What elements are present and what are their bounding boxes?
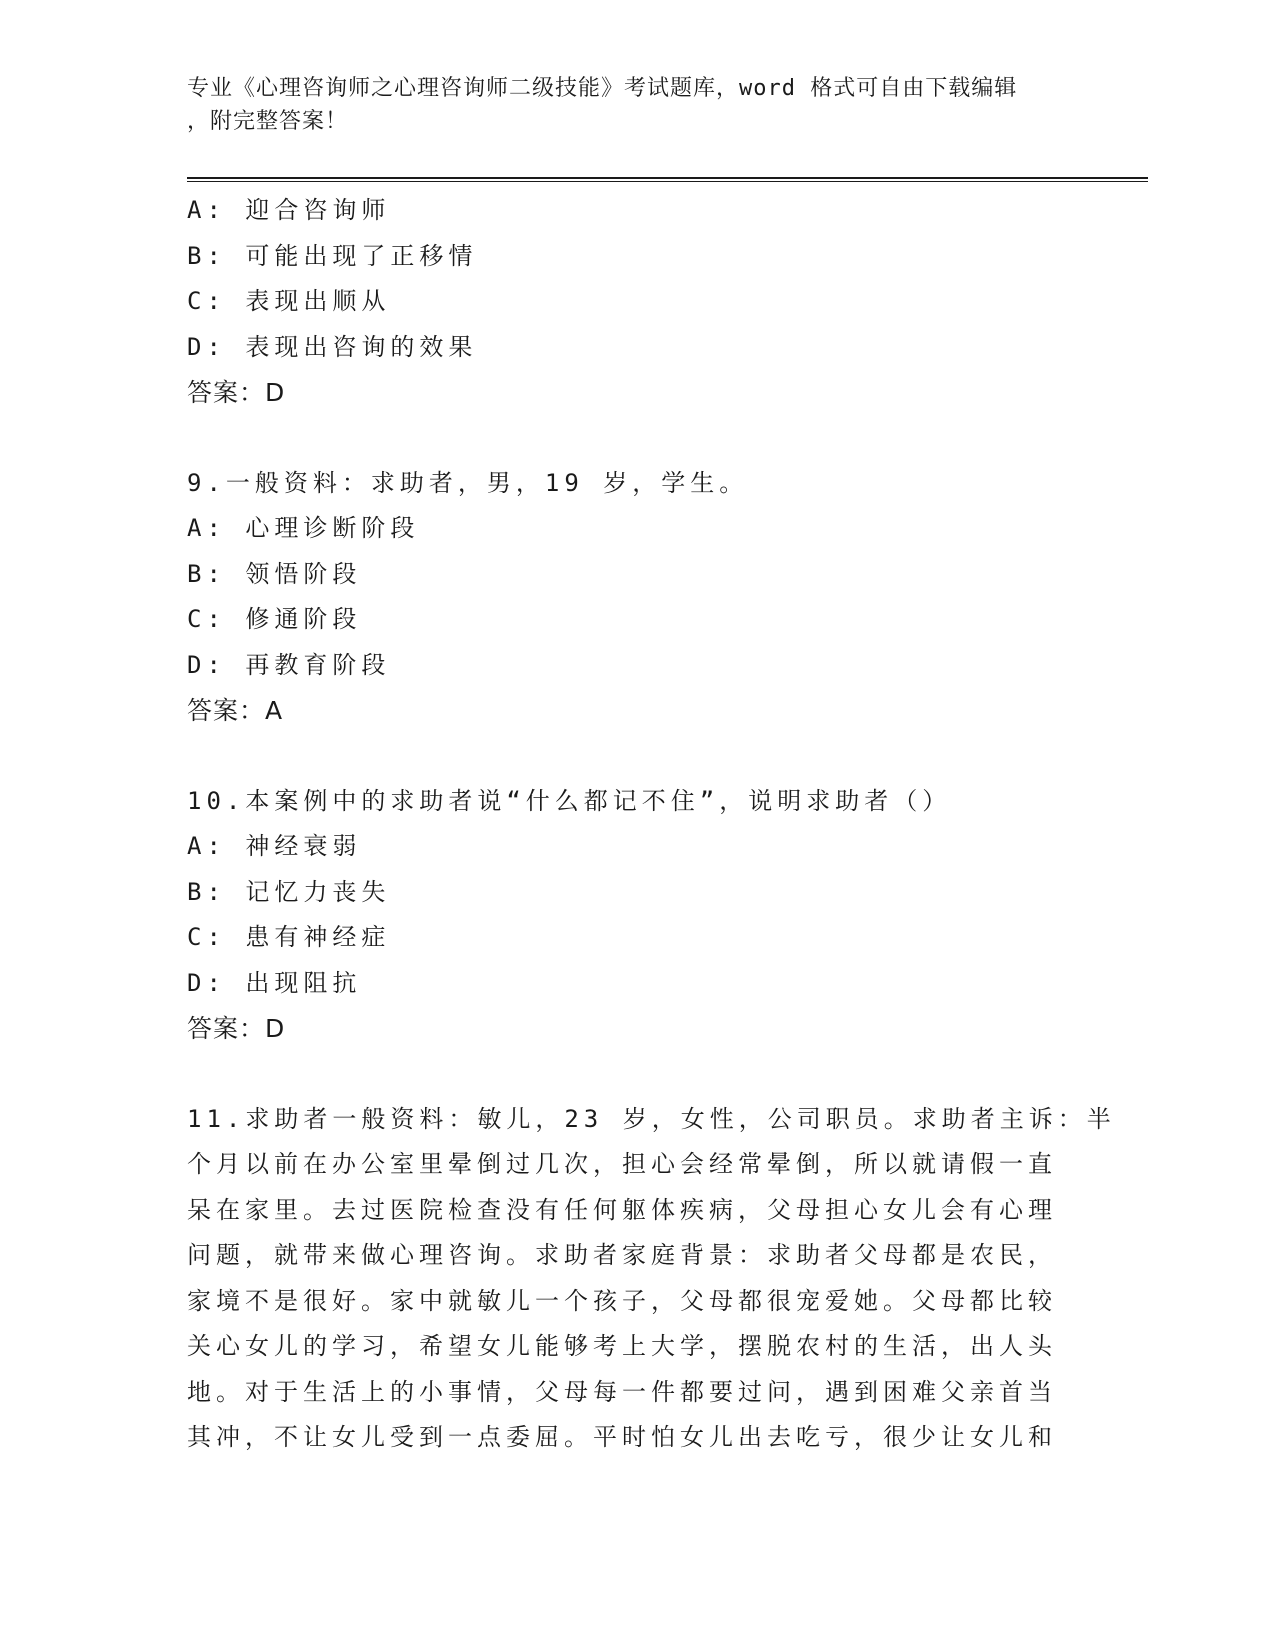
answer-label: 答案：D	[187, 1014, 286, 1043]
question-stem: 10.本案例中的求助者说“什么都记不住”，说明求助者（）	[187, 786, 952, 815]
option-b: B: 记忆力丧失	[187, 877, 391, 906]
question-9	[187, 461, 1107, 734]
question-stem-line: 问题，就带来做心理咨询。求助者家庭背景：求助者父母都是农民，	[187, 1241, 1057, 1269]
option-b: B: 可能出现了正移情	[187, 241, 478, 270]
question-stem-line: 11.求助者一般资料：敏儿，23 岁，女性，公司职员。求助者主诉：半	[187, 1104, 1116, 1133]
document-header: 专业《心理咨询师之心理咨询师二级技能》考试题库，word 格式可自由下载编辑 ，附完整答案！	[187, 76, 1018, 134]
question-stem-line: 个月以前在办公室里晕倒过几次，担心会经常晕倒，所以就请假一直	[187, 1150, 1057, 1178]
question-8	[187, 188, 1107, 416]
option-d: D: 再教育阶段	[187, 650, 391, 679]
option-b: B: 领悟阶段	[187, 559, 362, 588]
question-11	[187, 1097, 1116, 1461]
header-divider-thin	[187, 181, 1148, 182]
question-list	[187, 188, 1116, 1461]
answer-label: 答案：D	[187, 378, 286, 407]
question-10	[187, 779, 1107, 1052]
option-d: D: 出现阻抗	[187, 968, 362, 997]
question-stem-line: 家境不是很好。家中就敏儿一个孩子，父母都很宠爱她。父母都比较	[187, 1286, 1057, 1315]
answer-label: 答案：A	[187, 696, 284, 725]
question-stem-line: 呆在家里。去过医院检查没有任何躯体疾病，父母担心女儿会有心理	[187, 1195, 1057, 1224]
question-stem-line: 关心女儿的学习，希望女儿能够考上大学，摆脱农村的生活，出人头	[187, 1332, 1057, 1360]
option-c: C: 表现出顺从	[187, 287, 391, 315]
header-divider	[187, 177, 1148, 179]
option-d: D: 表现出咨询的效果	[187, 332, 478, 361]
option-a: A: 迎合咨询师	[187, 196, 391, 224]
question-stem: 9.一般资料：求助者，男，19 岁，学生。	[187, 468, 749, 497]
option-a: A: 神经衰弱	[187, 832, 362, 860]
question-stem-line: 其冲，不让女儿受到一点委屈。平时怕女儿出去吃亏，很少让女儿和	[187, 1423, 1057, 1451]
option-a: A: 心理诊断阶段	[187, 514, 420, 542]
question-stem-line: 地。对于生活上的小事情，父母每一件都要过问，遇到困难父亲首当	[187, 1377, 1057, 1406]
option-c: C: 修通阶段	[187, 605, 362, 633]
option-c: C: 患有神经症	[187, 923, 391, 951]
